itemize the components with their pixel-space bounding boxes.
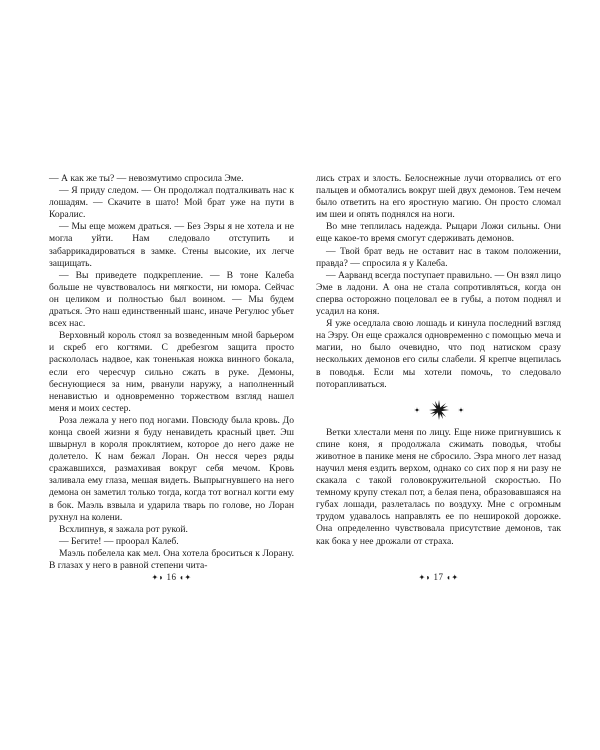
starburst-icon — [407, 398, 471, 422]
paragraph: — Аарванд всегда поступает правильно. — Он взял лицо Эме в ладони. А она не стала сопротивляться, когда он сперва осторожно поцеловал ее в губы, а потом поднял и усадил на коня. — [316, 269, 561, 318]
page-number-right: ✦◗ 17 ◖✦ — [418, 572, 459, 582]
folio-ornament-icon: ◖✦ — [443, 573, 459, 582]
right-page-text — [316, 173, 561, 548]
folio-ornament-icon: ◖✦ — [176, 573, 192, 582]
folio-ornament-icon: ✦◗ — [418, 573, 434, 582]
paragraph: Всхлипнув, я зажала рот рукой. — [59, 523, 188, 535]
paragraph: — Вы приведете подкрепление. — В тоне Калеба больше не чувствовалось ни мягкости, ни юмора. Сейчас он целиком и полностью был воином. — Мы будем драться. Это наш единственный шанс, иначе Регулюс убьет всех нас. — [49, 269, 294, 330]
paragraph: — Бегите! — проорал Калеб. — [59, 535, 179, 547]
paragraph: — Твой брат ведь не оставит нас в таком положении, правда? — спросила я у Калеба. — [316, 245, 561, 269]
paragraph: Верховный король стоял за возведенным мной барьером и скреб его когтями. С дребезгом защита просто раскололась надвое, как тоненькая ножка винного бокала, если его чересчур сильно сжать в руке. Демоны, беснующиеся за ним, рванули наружу, а наполненный ненавистью и одновременно торжеством взгляд нашел меня и моих сестер. — [49, 330, 294, 414]
section-divider — [316, 395, 561, 425]
paragraph: Роза лежала у него под ногами. Повсюду была кровь. До конца своей жизни я буду ненавидеть красный цвет. Эш швырнул в короля проклятием, которое до него даже не долетело. К нам бежал Лоран. Он несся через ряды сражавшихся, размахивая вокруг себя мечом. Кровь заливала ему глаза, мешая видеть. Выпрыгнувшего на него демона он заметил только тогда, когда тот вогнал когти ему в бок. Маэль взвыла и ударила тварь по голове, но Лоран рухнул на колени. — [49, 414, 294, 523]
paragraph: Маэль побелела как мел. Она хотела броситься к Лорану. В глазах у него в равной степени чита- — [49, 547, 294, 571]
paragraph: Ветки хлестали меня по лицу. Еще ниже пригнувшись к спине коня, я продолжала сжимать поводья, чтобы животное в панике меня не сбросило. Эзра много лет назад научил меня ездить верхом, однако со сих пор я ни разу не скакала с такой головокружительной скоростью. По темному крупу стекал пот, а белая пена, образовавшаяся на губах лошади, разлеталась по воздуху. Мне с огромным трудом удавалось направлять ее по неширокой дорожке. Она определенно чувствовала присутствие демонов, так как бока у нее дрожали от страха. — [316, 426, 561, 547]
paragraph: — А как же ты? — невозмутимо спросила Эме. — [49, 173, 244, 184]
paragraph: — Мы еще можем драться. — Без Эзры я не хотела и не могла уйти. Нам следовало отступить и забаррикадироваться в замке. Стены высокие, их легче защищать. — [49, 221, 294, 269]
page-number-left: ✦◗ 16 ◖✦ — [151, 572, 192, 582]
left-page-text — [49, 173, 294, 572]
paragraph: — Я приду следом. — Он продолжал подталкивать нас к лошадям. — Скачите в шато! Мой брат уже на пути в Коралис. — [49, 185, 294, 221]
paragraph: лись страх и злость. Белоснежные лучи оторвались от его пальцев и обмотались вокруг шей двух демонов. Тем нечем было ответить на его яростную магию. Он просто сломал им шеи и опять поднялся на ноги. — [316, 173, 561, 221]
folio-ornament-icon: ✦◗ — [151, 573, 167, 582]
paragraph: Во мне теплилась надежда. Рыцари Ложи сильны. Они еще какое-то время смогут сдерживать демонов. — [316, 221, 561, 245]
paragraph: Я уже оседлала свою лошадь и кинула последний взгляд на Эзру. Он еще сражался одновременно с помощью меча и магии, но было очевидно, что под натиском сразу нескольких демонов его силы слабели. Я крепче вцепилась в поводья. Если мы хотели помочь, то следовало поторапливаться. — [316, 318, 561, 390]
